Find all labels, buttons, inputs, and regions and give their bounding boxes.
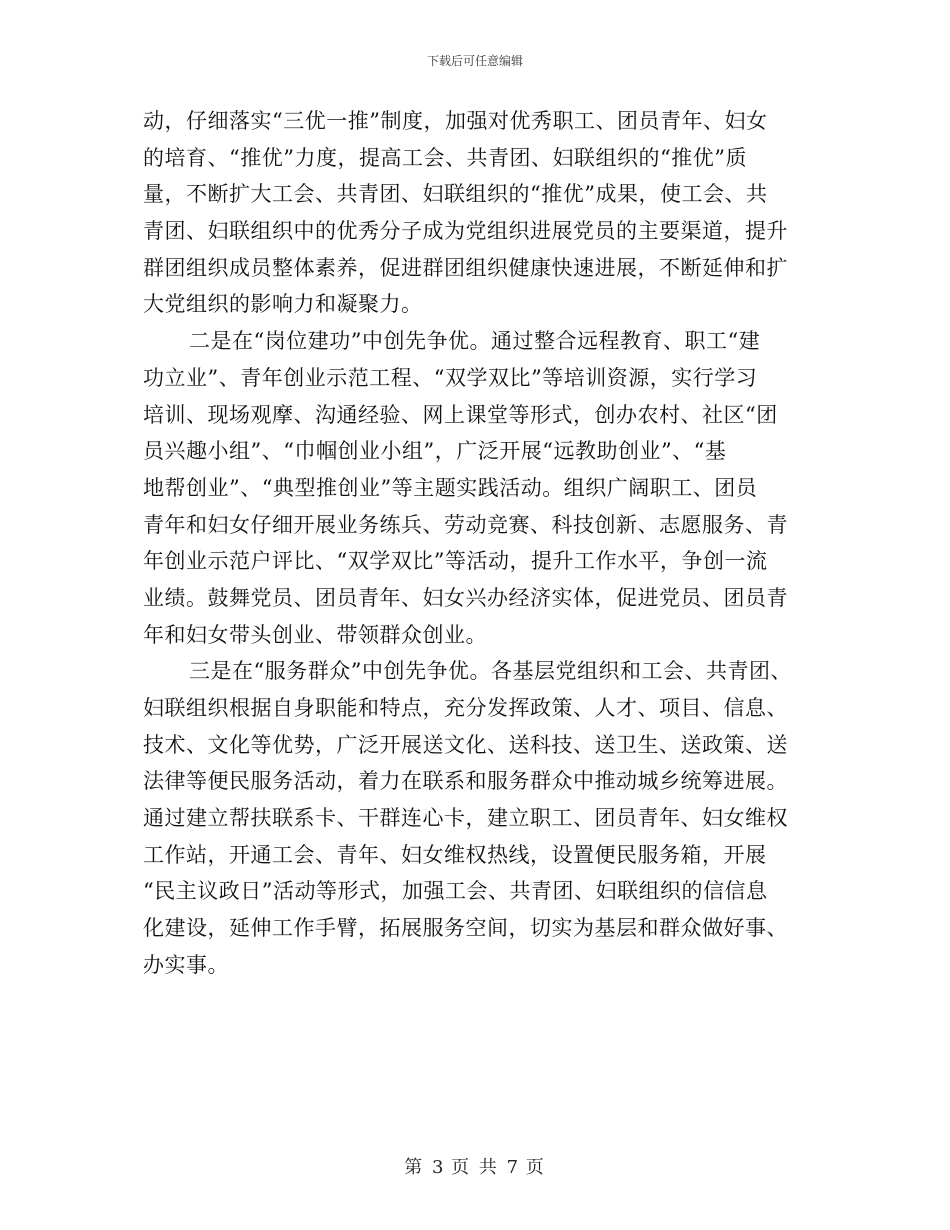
paragraph-line: 大党组织的影响力和凝聚力。	[143, 292, 423, 317]
paragraph-line: 群团组织成员整体素养，促进群团组织健康快速进展，不断延伸和扩	[143, 255, 788, 280]
paragraph-line: 办实事。	[143, 952, 229, 977]
footer-suffix: 页	[525, 1157, 546, 1178]
current-page-number: 3	[431, 1157, 444, 1178]
paragraph-line: 二是在“岗位建功”中创先争优。通过整合远程教育、职工“建	[189, 329, 761, 354]
paragraph-line: 动，仔细落实“三优一推”制度，加强对优秀职工、团员青年、妇女	[143, 109, 768, 133]
paragraph-line: 妇联组织根据自身职能和特点，充分发挥政策、人才、项目、信息、	[143, 696, 788, 720]
paragraph-line: 青年和妇女仔细开展业务练兵、劳动竞赛、科技创新、志愿服务、青	[143, 512, 788, 537]
paragraph-line: 法律等便民服务活动，着力在联系和服务群众中推动城乡统筹进展。	[143, 769, 788, 794]
page-number-footer	[0, 1153, 950, 1179]
paragraph-line: 技术、文化等优势，广泛开展送文化、送科技、送卫生、送政策、送	[143, 732, 788, 757]
paragraph-line: 地帮创业”、“典型推创业”等主题实践活动。组织广阔职工、团员	[143, 475, 758, 500]
paragraph-line: 年和妇女带头创业、带领群众创业。	[143, 622, 487, 647]
document-body	[143, 103, 803, 984]
paragraph-line: “民主议政日”活动等形式，加强工会、共青团、妇联组织的信信息	[143, 879, 768, 904]
paragraph-line: 三是在“服务群众”中创先争优。各基层党组织和工会、共青团、	[189, 659, 792, 684]
paragraph-2	[143, 323, 803, 653]
paragraph-line: 功立业”、青年创业示范工程、“双学双比”等培训资源，实行学习	[143, 365, 758, 390]
footer-middle: 页 共	[451, 1157, 499, 1178]
paragraph-line: 青团、妇联组织中的优秀分子成为党组织进展党员的主要渠道，提升	[143, 219, 788, 244]
paragraph-line: 化建设，延伸工作手臂，拓展服务空间，切实为基层和群众做好事、	[143, 916, 788, 941]
footer-prefix: 第	[404, 1157, 425, 1178]
paragraph-1	[143, 103, 803, 323]
page-header-note: 下载后可任意编辑	[426, 54, 523, 68]
paragraph-line: 量，不断扩大工会、共青团、妇联组织的“推优”成果，使工会、共	[143, 182, 768, 207]
paragraph-line: 业绩。鼓舞党员、团员青年、妇女兴办经济实体，促进党员、团员青	[143, 585, 788, 610]
paragraph-line: 的培育、“推优”力度，提高工会、共青团、妇联组织的“推优”质	[143, 145, 747, 170]
paragraph-line: 员兴趣小组”、“巾帼创业小组”，广泛开展“远教助创业”、“基	[143, 439, 727, 464]
paragraph-line: 工作站，开通工会、青年、妇女维权热线，设置便民服务箱，开展	[143, 842, 767, 867]
paragraph-line: 通过建立帮扶联系卡、干群连心卡，建立职工、团员青年、妇女维权	[143, 806, 788, 831]
paragraph-line: 培训、现场观摩、沟通经验、网上课堂等形式，创办农村、社区“团	[143, 402, 778, 427]
paragraph-line: 年创业示范户评比、“双学双比”等活动，提升工作水平，争创一流	[143, 549, 768, 574]
paragraph-3	[143, 653, 803, 983]
total-page-count: 7	[506, 1157, 519, 1178]
